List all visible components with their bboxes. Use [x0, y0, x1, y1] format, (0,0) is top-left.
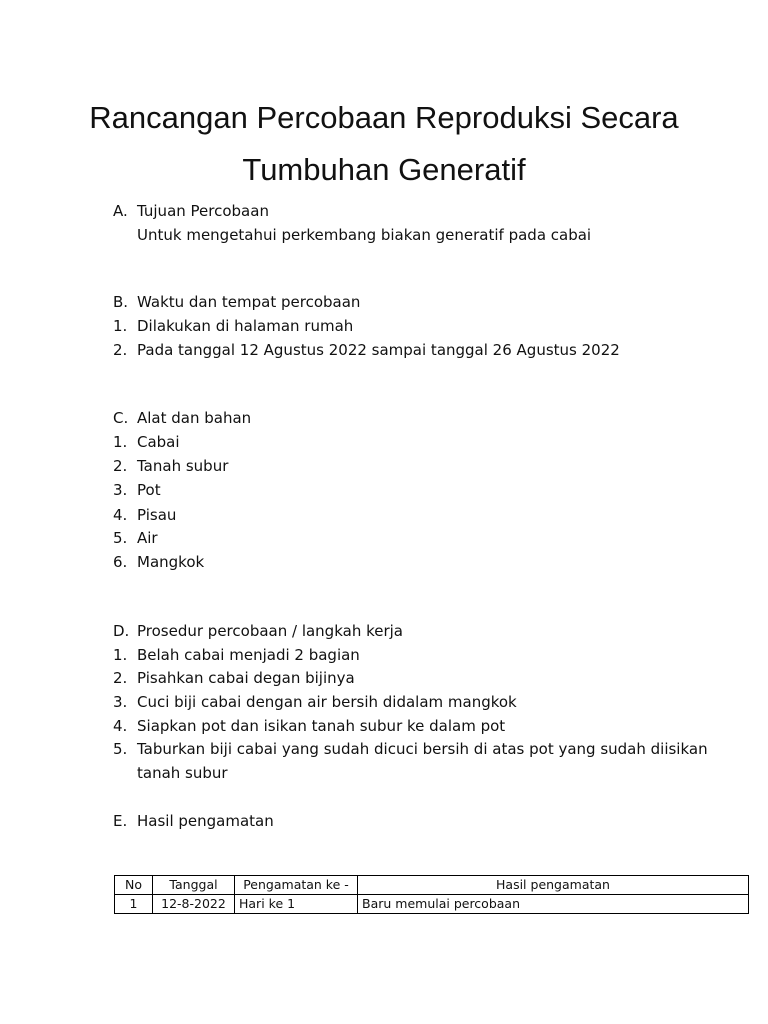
list-item-text: Pisau: [137, 506, 177, 524]
list-marker: 1.: [113, 646, 128, 664]
list-marker: 3.: [113, 693, 128, 711]
section-heading: Prosedur percobaan / langkah kerja: [137, 622, 404, 640]
list-item: [113, 478, 161, 502]
list-item: [113, 666, 355, 690]
table-header-row: [115, 876, 749, 895]
list-marker: 2.: [113, 341, 128, 359]
list-item-text: Pot: [137, 481, 161, 499]
list-item-text: Mangkok: [137, 553, 205, 571]
section-e-heading: [113, 809, 274, 833]
list-item: [113, 338, 620, 362]
list-item: [113, 314, 353, 338]
title-line-1: Rancangan Percobaan Reproduksi Secara: [89, 100, 679, 135]
list-item: [113, 430, 180, 454]
list-item-text: Pisahkan cabai degan bijinya: [137, 669, 355, 687]
list-item-text: Siapkan pot dan isikan tanah subur ke dalam pot: [137, 717, 506, 735]
title-line-2: Tumbuhan Generatif: [242, 152, 526, 187]
list-item: [113, 643, 360, 667]
list-item: [113, 526, 158, 550]
list-item-text: Cuci biji cabai dengan air bersih didalam mangkok: [137, 693, 517, 711]
table-cell: Hari ke 1: [235, 895, 358, 914]
list-item-text: Tanah subur: [137, 457, 229, 475]
section-heading: Alat dan bahan: [137, 409, 252, 427]
section-heading: Hasil pengamatan: [137, 812, 274, 830]
list-marker: 1.: [113, 433, 128, 451]
column-header-hasil: Hasil pengamatan: [358, 876, 749, 895]
list-item: [113, 454, 228, 478]
table-cell: 12-8-2022: [153, 895, 235, 914]
table-cell: Baru memulai percobaan: [358, 895, 749, 914]
column-header-no: No: [115, 876, 153, 895]
list-item: [113, 714, 505, 738]
section-marker: B.: [113, 293, 129, 311]
list-item: [113, 503, 176, 527]
list-marker: 5.: [113, 740, 128, 758]
column-header-pengamatan: Pengamatan ke -: [235, 876, 358, 895]
section-c-heading: [113, 406, 251, 430]
section-marker: C.: [113, 409, 129, 427]
section-b-heading: [113, 290, 360, 314]
list-item: [113, 737, 708, 761]
table-row: [115, 895, 749, 914]
list-item-continuation: tanah subur: [137, 764, 228, 782]
list-item-text: Air: [137, 529, 158, 547]
list-marker: 4.: [113, 717, 128, 735]
list-item-text: Taburkan biji cabai yang sudah dicuci bersih di atas pot yang sudah diisikan: [137, 740, 708, 758]
section-marker: A.: [113, 202, 128, 220]
section-heading: Waktu dan tempat percobaan: [137, 293, 361, 311]
section-a-heading: [113, 199, 269, 223]
table-cell: 1: [115, 895, 153, 914]
page-title: [40, 92, 728, 196]
list-marker: 3.: [113, 481, 128, 499]
list-item: [113, 550, 204, 574]
list-item-text: Belah cabai menjadi 2 bagian: [137, 646, 360, 664]
list-marker: 2.: [113, 669, 128, 687]
list-marker: 2.: [113, 457, 128, 475]
list-marker: 1.: [113, 317, 128, 335]
observation-table: [114, 875, 749, 914]
section-marker: D.: [113, 622, 130, 640]
list-item: [113, 690, 517, 714]
list-marker: 6.: [113, 553, 128, 571]
list-item-text: Dilakukan di halaman rumah: [137, 317, 354, 335]
list-item-text: Cabai: [137, 433, 180, 451]
section-d-heading: [113, 619, 403, 643]
section-a-text: Untuk mengetahui perkembang biakan generatif pada cabai: [137, 226, 592, 244]
list-marker: 5.: [113, 529, 128, 547]
section-marker: E.: [113, 812, 128, 830]
list-marker: 4.: [113, 506, 128, 524]
section-heading: Tujuan Percobaan: [137, 202, 269, 220]
column-header-tanggal: Tanggal: [153, 876, 235, 895]
list-item-text: Pada tanggal 12 Agustus 2022 sampai tanggal 26 Agustus 2022: [137, 341, 620, 359]
